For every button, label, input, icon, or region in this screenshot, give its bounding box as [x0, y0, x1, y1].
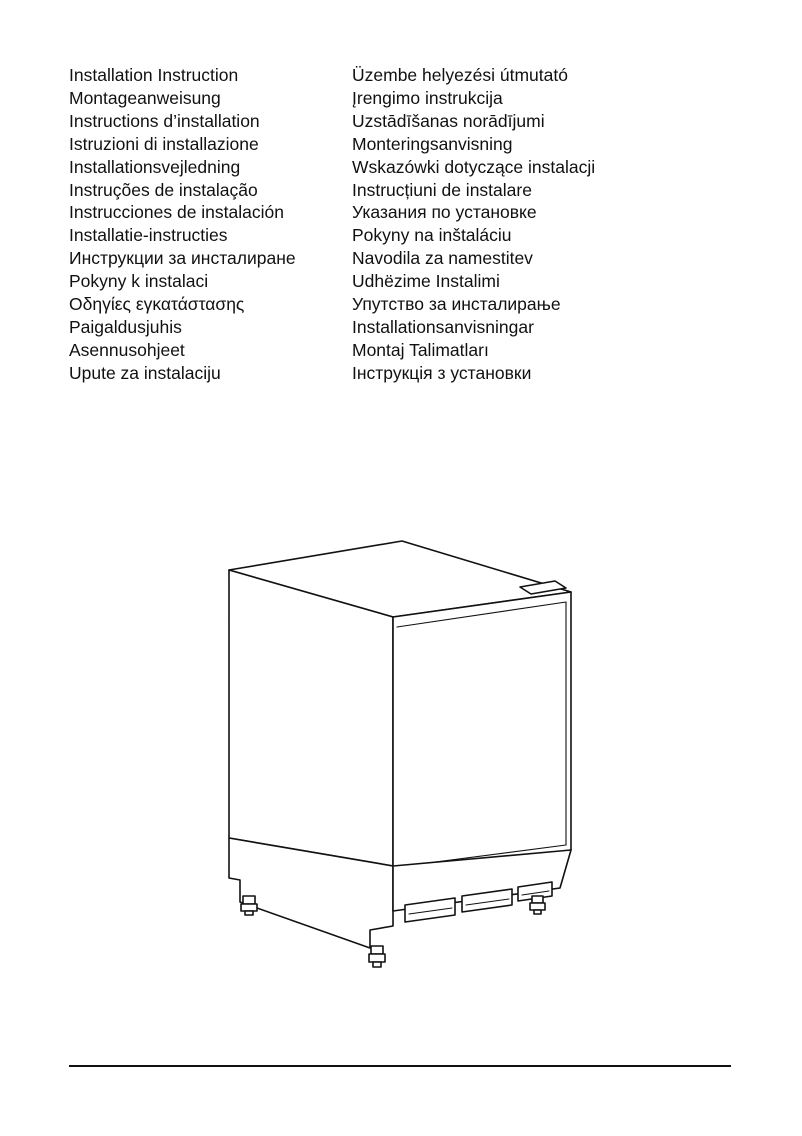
- title-fr: Instructions d’installation: [69, 110, 260, 131]
- title-el: Οδηγίες εγκατάστασης: [69, 294, 245, 315]
- title-pl: Wskazówki dotyczące instalacji: [352, 156, 596, 177]
- title-et: Paigaldusjuhis: [69, 316, 182, 337]
- footer-rule: [69, 1065, 731, 1067]
- title-ru: Указания по установке: [352, 202, 537, 223]
- title-sq: Udhëzime Instalimi: [352, 271, 500, 292]
- instruction-titles-left: [69, 64, 296, 385]
- title-pt: Instruções de instalação: [69, 179, 258, 200]
- title-uk: Інструкція з установки: [352, 362, 532, 383]
- title-lv: Uzstādīšanas norādījumi: [352, 110, 545, 131]
- title-fi: Asennusohjeet: [69, 339, 185, 360]
- title-ro: Instrucțiuni de instalare: [352, 179, 532, 200]
- title-sr: Упутство за инсталирање: [352, 294, 561, 315]
- title-no: Monteringsanvisning: [352, 133, 513, 154]
- title-nl: Installatie-instructies: [69, 225, 228, 246]
- title-sl: Navodila za namestitev: [352, 248, 533, 269]
- instruction-titles-right: [352, 64, 595, 385]
- title-it: Istruzioni di installazione: [69, 133, 259, 154]
- title-sk: Pokyny na inštaláciu: [352, 225, 512, 246]
- title-lt: Įrengimo instrukcija: [352, 87, 503, 108]
- title-tr: Montaj Talimatları: [352, 339, 489, 360]
- built-under-refrigerator-icon: [224, 538, 584, 978]
- title-es: Instrucciones de instalación: [69, 202, 284, 223]
- title-sv: Installationsanvisningar: [352, 316, 534, 337]
- title-hu: Üzembe helyezési útmutató: [352, 65, 568, 85]
- title-da: Installationsvejledning: [69, 156, 241, 177]
- title-de: Montageanweisung: [69, 87, 221, 108]
- title-bg: Инструкции за инсталиране: [69, 248, 296, 269]
- title-cs: Pokyny k instalaci: [69, 271, 209, 292]
- title-hr: Upute za instalaciju: [69, 362, 221, 383]
- title-en: Installation Instruction: [69, 65, 239, 85]
